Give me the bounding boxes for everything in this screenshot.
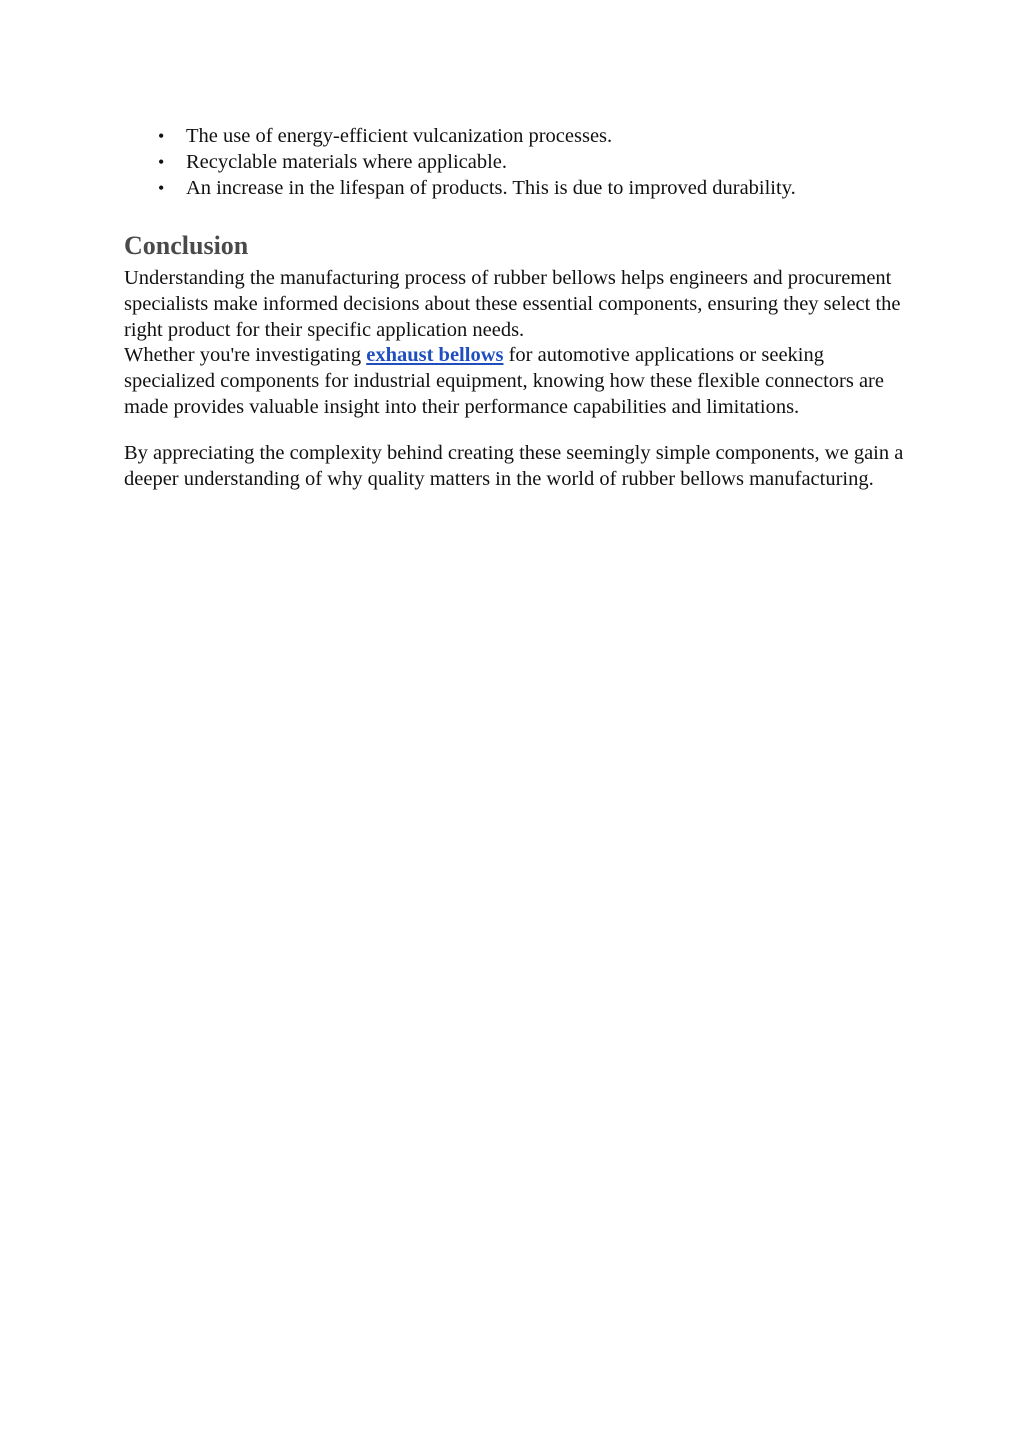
bullet-list: [124, 123, 904, 201]
document-page: [124, 123, 904, 492]
exhaust-bellows-link[interactable]: exhaust bellows: [366, 344, 504, 367]
bullet-icon: •: [158, 126, 165, 146]
conclusion-paragraph-1: Understanding the manufacturing process of rubber bellows helps engineers and procurement specialists make informed decisions about these essential components, ensuring they select the right product for their specific application needs.: [124, 267, 901, 341]
list-item-text: An increase in the lifespan of products. This is due to improved durability.: [186, 177, 796, 199]
list-item-text: The use of energy-efficient vulcanization processes.: [186, 125, 613, 147]
conclusion-paragraph-3: By appreciating the complexity behind creating these seemingly simple components, we gain a deeper understanding of why quality matters in the world of rubber bellows manufacturing.: [124, 441, 904, 490]
section-heading-conclusion: Conclusion: [124, 231, 249, 260]
list-item: [124, 149, 904, 175]
list-item: [124, 123, 904, 149]
conclusion-paragraph-2: [124, 343, 904, 420]
list-item: [124, 175, 904, 201]
bullet-icon: •: [158, 178, 165, 198]
bullet-icon: •: [158, 152, 165, 172]
list-item-text: Recyclable materials where applicable.: [186, 151, 508, 173]
paragraph-text-before-link: Whether you're investigating: [124, 344, 367, 367]
paragraph-text-after-link: for automotive applications or seeking specialized components for industrial equipment, knowing how these flexible connectors are made provides valuable insight into their performance capabilities and limitations.: [124, 344, 884, 418]
